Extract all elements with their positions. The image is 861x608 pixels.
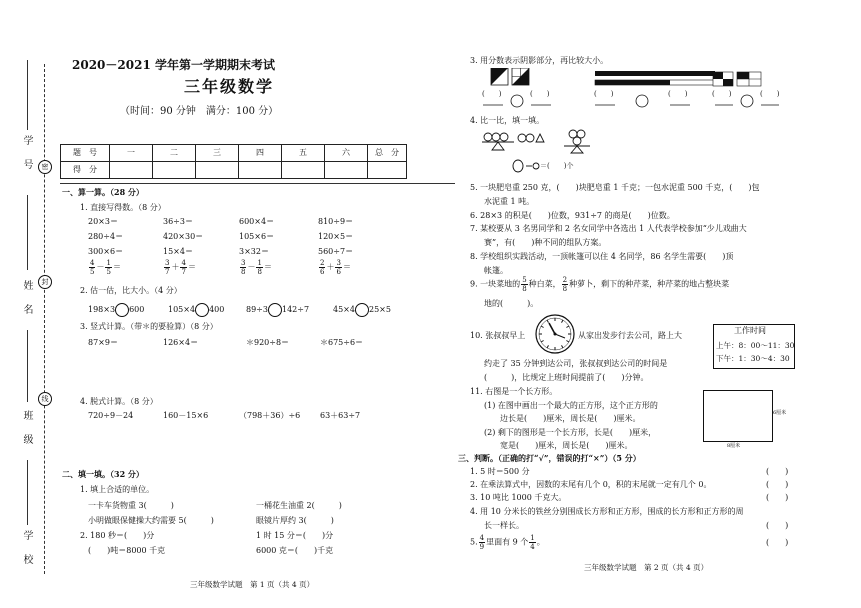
vertical-calc-item: 126×4＝: [163, 338, 199, 347]
seal-xian: 线: [38, 392, 52, 406]
calc-item: 15×4＝: [163, 247, 193, 256]
score-header-cell: 六: [325, 145, 368, 162]
score-header-cell: 一: [110, 145, 153, 162]
paren-blank[interactable]: ( ): [594, 90, 614, 98]
rq10-line1: 10. 张叔叔早上: [470, 331, 526, 340]
mixed-calc-item: 720÷9－24: [88, 411, 134, 420]
paren-blank[interactable]: ( ): [712, 90, 732, 98]
blank-line-number: [27, 60, 28, 130]
score-input-cell[interactable]: [196, 162, 239, 179]
fraction: $\frac{1}{4}$: [530, 534, 535, 551]
judge-answer-blank[interactable]: ( ): [766, 521, 789, 530]
calc-item: 20×3＝: [88, 217, 118, 226]
rq11-s2: (2) 剩下的图形是一个长方形，长是( )厘米，: [484, 428, 657, 437]
seal-mi: 密: [38, 160, 52, 174]
compare-circle[interactable]: [195, 303, 209, 317]
blank-line-class: [27, 330, 28, 402]
compare-circle[interactable]: [268, 303, 282, 317]
calc-item: 105×6＝: [239, 232, 275, 241]
fraction: $\frac{3}{6}$: [336, 259, 341, 276]
paren-blank[interactable]: ( ): [668, 90, 688, 98]
q3-title: 3. 竖式计算。（带＊的要验算）（8 分）: [80, 322, 218, 331]
label-name: 姓 名: [21, 280, 32, 316]
convert-item: ( )吨＝8000 千克: [88, 546, 166, 555]
time-info: （时间：90 分钟 满分：100 分）: [120, 106, 279, 117]
convert-item: 1 时 15 分＝( )分: [256, 531, 334, 540]
score-header-cell: 五: [282, 145, 325, 162]
rq8-line1: 8. 学校组织实践活动，一顶帐篷可以住 4 名同学，86 名学生需要( )顶: [470, 252, 734, 261]
blank-line-school: [27, 460, 28, 525]
score-label-cell: 得 分: [61, 162, 110, 179]
unit-item: 眼镜片厚约 3( ): [256, 516, 334, 525]
score-table: [60, 144, 407, 179]
score-header-cell: 题 号: [61, 145, 110, 162]
footer-right: 三年级数学试题 第 2 页（共 4 页）: [584, 563, 709, 572]
rq10-line1b: 从家出发步行去公司，路上大: [578, 331, 682, 340]
convert-item: 6000 克＝( )千克: [256, 546, 334, 555]
paren-blank[interactable]: ( ): [530, 90, 550, 98]
fraction: $\frac{4}{7}$: [181, 259, 186, 276]
rq4-title: 4. 比一比，填一填。: [470, 116, 545, 125]
q2-title: 2. 估一估，比大小。（4 分）: [80, 286, 182, 295]
calc-item: 420×30＝: [163, 232, 204, 241]
unit-item: 一桶花生油重 2( ): [256, 501, 342, 510]
rq6: 6. 28×3 的积是( )位数，931÷7 的商是( )位数。: [470, 211, 675, 220]
fraction-calc-item: $\frac{3}{8}$ － $\frac{1}{8}$ ＝: [241, 259, 272, 276]
calc-item: 120×5＝: [318, 232, 354, 241]
rq7-line2: 赛”，有( )种不同的组队方案。: [484, 238, 607, 247]
section-2-title: 二、填一填。（32 分）: [62, 469, 144, 479]
rect-width-label: 8厘米: [727, 443, 741, 449]
score-input-cell[interactable]: [153, 162, 196, 179]
compare-item: 198×3 600: [88, 303, 144, 317]
rq11-s1: (1) 在图中画出一个最大的正方形，这个正方形的: [484, 401, 658, 410]
score-input-cell[interactable]: [325, 162, 368, 179]
rectangle-figure: [703, 390, 773, 442]
rq9-line2: 地的( )。: [484, 299, 539, 308]
judge-answer-blank[interactable]: ( ): [766, 493, 789, 502]
fraction: $\frac{2}{8}$: [562, 276, 568, 293]
score-input-cell[interactable]: [239, 162, 282, 179]
vertical-calc-item: ＊920÷8＝: [246, 338, 290, 347]
binding-line: [44, 64, 45, 574]
compare-circle[interactable]: [355, 303, 369, 317]
fraction-calc-item: $\frac{4}{5}$ － $\frac{1}{5}$ ＝: [90, 259, 121, 276]
rq3-title: 3. 用分数表示阴影部分，再比较大小。: [470, 56, 609, 65]
score-table-score-row: [61, 162, 407, 179]
rq11-title: 11. 右图是一个长方形。: [470, 387, 558, 396]
score-header-cell: 总 分: [368, 145, 407, 162]
fraction: $\frac{3}{8}$: [241, 259, 246, 276]
unit-item: 小明做眼保健操大约需要 5( ): [88, 516, 214, 525]
fraction: $\frac{5}{8}$: [522, 276, 527, 293]
compare-circle[interactable]: [115, 303, 129, 317]
clock-icon: [534, 313, 576, 355]
label-school: 学 校: [21, 530, 32, 566]
rq11-s2b: 宽是( )厘米，周长是( )厘米。: [500, 441, 633, 450]
blank-line-name: [27, 195, 28, 270]
rq7-line1: 7. 某校要从 3 名男同学和 2 名女同学中各选出 1 人代表学校参加“少儿戏曲大: [470, 224, 747, 233]
fraction: $\frac{4}{9}$: [479, 534, 485, 551]
rq10-line3: ( )，比规定上班时间提前了( )分钟。: [484, 373, 649, 382]
work-time-pm: 下午：1：30～4：30: [716, 354, 790, 363]
calc-item: 3×32＝: [239, 247, 269, 256]
calc-item: 300×6＝: [88, 247, 124, 256]
sec2-q1-title: 1. 填上合适的单位。: [80, 485, 155, 494]
mixed-calc-item: 63＋63÷7: [320, 411, 361, 420]
work-time-am: 上午：8：00～11：30: [716, 341, 795, 350]
label-class: 班 级: [21, 410, 32, 446]
rq11-s1b: 边长是( )厘米，周长是( )厘米。: [500, 414, 641, 423]
label-student-number: 学 号: [21, 135, 32, 171]
vertical-calc-item: ＊675÷6＝: [320, 338, 364, 347]
score-input-cell[interactable]: [110, 162, 153, 179]
calc-item: 36÷3＝: [163, 217, 193, 226]
fraction: $\frac{1}{5}$: [106, 259, 111, 276]
score-input-cell[interactable]: [282, 162, 325, 179]
paren-blank[interactable]: ( ): [482, 90, 502, 98]
subject-title: 三年级数学: [184, 77, 275, 96]
judge-item: 4. 用 10 分米长的铁丝分别围成长方形和正方形，围成的长方形和正方形的周: [470, 507, 744, 516]
rq5-line1: 5. 一块肥皂重 250 克，( )块肥皂重 1 千克；一包水泥重 500 千克，( )包: [470, 183, 760, 192]
paren-blank[interactable]: ( ): [760, 90, 780, 98]
judge-item-5: 5. $\frac{4}{9}$ 里面有 9 个 $\frac{1}{4}$ 。: [470, 534, 545, 551]
exam-title: 2020－2021 学年第一学期期末考试: [72, 58, 275, 72]
score-input-cell[interactable]: [368, 162, 407, 179]
rq9-line1: 9. 一块菜地的 $\frac{5}{8}$ 种白菜， $\frac{2}{8}$ 种萝卜，剩下的种芹菜，种芹菜的地占整块菜: [470, 276, 730, 293]
score-header-cell: 三: [196, 145, 239, 162]
unit-item: 一卡车货物重 3( ): [88, 501, 174, 510]
judge-item: 2. 在乘法算式中，因数的末尾有几个 0，积的末尾就一定有几个 0。: [470, 480, 712, 489]
section-1-title: 一、算一算。（28 分）: [62, 187, 144, 197]
compare-item: 105×4 400: [168, 303, 224, 317]
score-header-cell: 四: [239, 145, 282, 162]
score-header-cell: 二: [153, 145, 196, 162]
section-divider: [60, 183, 455, 184]
fraction: $\frac{4}{5}$: [90, 259, 95, 276]
section-3-title: 三、判断。（正确的打“√”，错误的打“×”）（5 分）: [458, 453, 641, 463]
q4-title: 4. 脱式计算。（8 分）: [80, 397, 158, 406]
calc-item: 560÷7＝: [318, 247, 354, 256]
judge-answer-blank[interactable]: ( ): [766, 480, 789, 489]
judge-item: 3. 10 吨比 1000 千克大。: [470, 493, 567, 502]
compare-item: 89÷3 142÷7: [246, 303, 309, 317]
mixed-calc-item: 160－15×6: [163, 411, 209, 420]
seal-feng: 封: [38, 275, 52, 289]
mixed-calc-item: （798＋36）÷6: [239, 411, 301, 420]
grid-figure: [713, 72, 761, 86]
bar-figure: [595, 71, 715, 85]
answer-blanks: [483, 95, 779, 107]
rq5-line2: 水泥重 1 吨。: [484, 197, 535, 206]
judge-item-cont: 长一样长。: [484, 521, 524, 530]
footer-left: 三年级数学试题 第 1 页（共 4 页）: [190, 580, 315, 589]
square-figure: [491, 68, 529, 85]
q1-title: 1. 直接写得数。（8 分）: [80, 203, 166, 212]
rq8-line2: 帐篷。: [484, 266, 508, 275]
vertical-calc-item: 87×9＝: [88, 338, 118, 347]
judge-answer-blank[interactable]: ( ): [766, 538, 789, 547]
judge-item: 1. 5 时＝500 分: [470, 467, 530, 476]
fraction: $\frac{1}{8}$: [257, 259, 262, 276]
score-table-header-row: [61, 145, 407, 162]
balance-equation: ＝( )个: [540, 162, 574, 170]
work-time-title: 工作时间: [734, 326, 766, 335]
fraction-calc-item: $\frac{3}{7}$ ＋ $\frac{4}{7}$ ＝: [165, 259, 196, 276]
fraction: $\frac{3}{7}$: [165, 259, 170, 276]
judge-answer-blank[interactable]: ( ): [766, 467, 789, 476]
fraction-calc-item: $\frac{2}{6}$ ＋ $\frac{3}{6}$ ＝: [320, 259, 351, 276]
calc-item: 600×4＝: [239, 217, 275, 226]
rq10-line2: 约走了 35 分钟到达公司，张叔叔到达公司的时间是: [484, 359, 668, 368]
compare-item: 45×4 25×5: [333, 303, 391, 317]
rect-height-label: 6厘米: [773, 410, 787, 416]
convert-item: 2. 180 秒＝( )分: [80, 531, 155, 540]
fraction-figures: [475, 68, 805, 114]
fraction: $\frac{2}{6}$: [320, 259, 325, 276]
calc-item: 810÷9＝: [318, 217, 354, 226]
calc-item: 280÷4＝: [88, 232, 124, 241]
